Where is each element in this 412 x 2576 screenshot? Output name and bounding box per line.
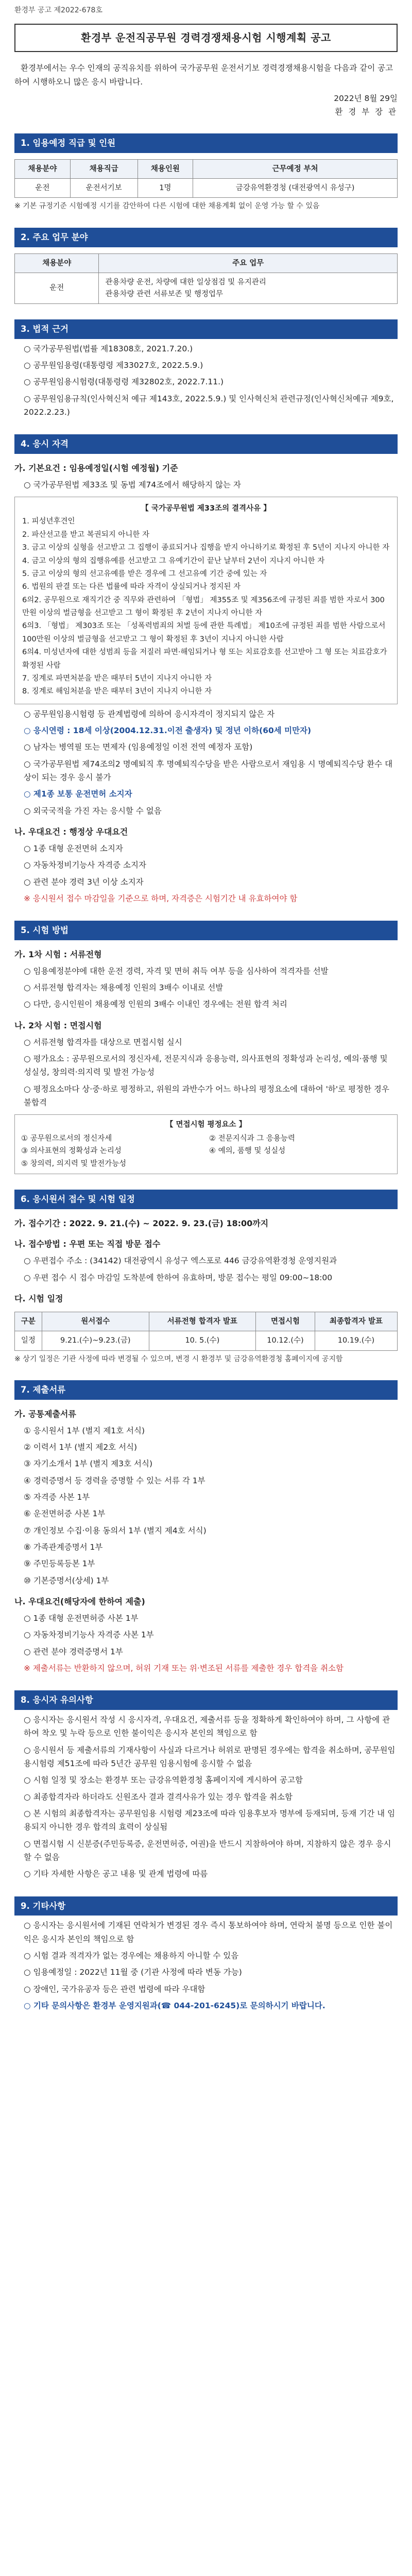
- document-item: ③ 자기소개서 1부 (별지 제3호 서식): [24, 1459, 153, 1469]
- method-item: ○ 평가요소 : 공무원으로서의 정신자세, 전문지식과 응용능력, 의사표현의 정확성과 논리성, 예의·품행 및 성실성, 창의력·의지력 및 발전 가능성: [24, 1054, 388, 1077]
- section-5-heading: 5. 시험 방법: [14, 921, 398, 940]
- box-item: 6. 법원의 판결 또는 다른 법률에 따라 자격이 상실되거나 정지된 자: [22, 583, 241, 591]
- table-header: 채용직급: [70, 159, 138, 178]
- document-item: ○ 관련 분야 경력증명서 1부: [24, 1647, 123, 1656]
- caution-item: ○ 최종합격자라 하더라도 신원조사 결과 결격사유가 있는 경우 합격을 취소함: [24, 1792, 293, 1802]
- table-note: ※ 상기 일정은 기관 사정에 따라 변경될 수 있으며, 변경 시 환경부 및 금강유역환경청 홈페이지에 공지함: [14, 1354, 343, 1363]
- table-header: 채용분야: [15, 159, 71, 178]
- preference-item: ○ 자동차정비기능사 자격증 소지자: [24, 860, 146, 870]
- table-header: 면접시험: [256, 1312, 315, 1331]
- subsection-heading: 가. 기본요건 : 임용예정일(시험 예정월) 기준: [14, 463, 178, 473]
- duties-table: [14, 253, 398, 304]
- box-item: 5. 금고 이상의 형의 선고유예를 받은 경우에 그 선고유예 기간 중에 있는 자: [22, 569, 267, 578]
- criteria-item: ③ 의사표현의 정확성과 논리성: [21, 1147, 122, 1156]
- subsection-heading: 가. 접수기간 : 2022. 9. 21.(수) ~ 2022. 9. 23.(금) 18:00까지: [14, 1218, 269, 1228]
- box-item: 6의2. 공무원으로 재직기간 중 직무와 관련하여 「형법」 제355조 및 제356조에 규정된 죄를 범한 자로서 300만원 이상의 벌금형을 선고받고 그 형이 확정된 후 2년이 지나지 아니한 자: [22, 596, 385, 618]
- method-item: ○ 서류전형 합격자는 채용예정 인원의 3배수 이내로 선발: [24, 983, 224, 993]
- duty-item: 관용차량 운전, 차량에 대한 일상점검 및 유지관리: [105, 278, 266, 287]
- table-cell: 1명: [138, 179, 193, 198]
- method-item: ○ 임용예정분야에 대한 운전 경력, 자격 및 면허 취득 여부 등을 심사하여 적격자를 선발: [24, 966, 329, 976]
- subsection-heading: 가. 공통제출서류: [14, 1409, 76, 1419]
- caution-item: ○ 시험 일정 및 장소는 환경부 또는 금강유역환경청 홈페이지에 게시하여 공고함: [24, 1775, 303, 1785]
- box-item: 2. 파산선고를 받고 복권되지 아니한 자: [22, 530, 149, 539]
- box-item: 3. 금고 이상의 실형을 선고받고 그 집행이 종료되거나 집행을 받지 아니하기로 확정된 후 5년이 지나지 아니한 자: [22, 544, 390, 552]
- notice-title: 환경부 운전직공무원 경력경쟁채용시험 시행계획 공고: [14, 24, 398, 52]
- misc-item: ○ 시험 결과 적격자가 없는 경우에는 채용하지 아니할 수 있음: [24, 1951, 239, 1960]
- document-item: ⑤ 자격증 사본 1부: [24, 1493, 90, 1502]
- document-item: ⑨ 주민등록등본 1부: [24, 1559, 95, 1569]
- section-2-heading: 2. 주요 업무 분야: [14, 228, 398, 247]
- notice-number: 환경부 공고 제2022-678호: [14, 6, 102, 14]
- box-item: 4. 금고 이상의 형의 집행유예를 선고받고 그 유예기간이 끝난 날부터 2년이 지나지 아니한 자: [22, 556, 325, 565]
- document-item: ① 응시원서 1부 (별지 제1호 서식): [24, 1426, 145, 1435]
- method-item: ○ 평정요소마다 상·중·하로 평정하고, 위원의 과반수가 어느 하나의 평정요소에 대하여 '하'로 평정한 경우 불합격: [24, 1084, 389, 1107]
- caution-item: ○ 기타 자세한 사항은 공고 내용 및 관계 법령에 따름: [24, 1869, 208, 1879]
- recruit-table: [14, 159, 398, 198]
- section-9-heading: 9. 기타사항: [14, 1896, 398, 1916]
- section-8-heading: 8. 응시자 유의사항: [14, 1690, 398, 1710]
- document-note: ※ 제출서류는 반환하지 않으며, 허위 기재 또는 위·변조된 서류를 제출한 경우 합격을 취소함: [24, 1663, 344, 1673]
- law-item: ○ 공무원임용시험령(대통령령 제32802호, 2022.7.11.): [24, 377, 224, 387]
- document-item: ② 이력서 1부 (별지 제2호 서식): [24, 1443, 138, 1452]
- section-4-heading: 4. 응시 자격: [14, 434, 398, 454]
- table-header: 근무예정 부처: [193, 159, 398, 178]
- document-item: ⑥ 운전면허증 사본 1부: [24, 1509, 106, 1519]
- table-cell: 금강유역환경청 (대전광역시 유성구): [193, 179, 398, 198]
- application-item: ○ 우편접수 주소 : (34142) 대전광역시 유성구 엑스포로 446 금강유역환경청 운영지원과: [24, 1256, 337, 1266]
- box-item: 6의3. 「형법」 제303조 또는 「성폭력범죄의 처벌 등에 관한 특례법」 제10조에 규정된 죄를 범한 사람으로서 100만원 이상의 벌금형을 선고받고 그 형이 확정된 후 3년이 지나지 아니한 사람: [22, 622, 386, 643]
- table-header: 주요 업무: [99, 253, 398, 273]
- application-item: ○ 우편 접수 시 접수 마감일 도착분에 한하여 유효하며, 방문 접수는 평일 09:00~18:00: [24, 1273, 333, 1282]
- misc-item: ○ 임용예정일 : 2022년 11월 중 (기관 사정에 따라 변동 가능): [24, 1968, 242, 1977]
- criteria-item: ⑤ 창의력, 의지력 및 발전가능성: [21, 1159, 127, 1168]
- criteria-item: [209, 1158, 391, 1170]
- duty-item: 관용차량 관련 서류보존 및 행정업무: [105, 290, 223, 298]
- table-cell: 10.19.(수): [315, 1331, 397, 1350]
- caution-item: ○ 응시자는 응시원서 작성 시 응시자격, 우대요건, 제출서류 등을 정확하게 확인하여야 하며, 그 사항에 관하여 착오 및 누락 등으로 인한 불이익은 응시자 본인의 책임으로 함: [24, 1715, 390, 1738]
- misc-item: ○ 장애인, 국가유공자 등은 관련 법령에 따라 우대함: [24, 1984, 205, 1994]
- table-header: 최종합격자 발표: [315, 1312, 397, 1331]
- document-item: ④ 경력증명서 등 경력을 증명할 수 있는 서류 각 1부: [24, 1476, 205, 1485]
- criteria-item: ① 공무원으로서의 정신자세: [21, 1134, 112, 1143]
- method-item: ○ 다만, 응시인원이 채용예정 인원의 3배수 이내인 경우에는 전원 합격 처리: [24, 999, 287, 1009]
- method-item: ○ 서류전형 합격자를 대상으로 면접시험 실시: [24, 1037, 182, 1047]
- law-item: ○ 공무원임용규칙(인사혁신처 예규 제143호, 2022.5.9.) 및 인사혁신처 관련규정(인사혁신처예규 제9호, 2022.2.23.): [24, 394, 394, 417]
- law-item: ○ 국가공무원법(법률 제18308호, 2021.7.20.): [24, 344, 193, 353]
- schedule-table: [14, 1312, 398, 1351]
- duties-cell: [99, 273, 398, 304]
- qualification-item: ○ 제1종 보통 운전면허 소지자: [24, 789, 132, 799]
- preference-item: ○ 1종 대형 운전면허 소지자: [24, 843, 123, 853]
- document-item: ⑦ 개인정보 수집·이용 동의서 1부 (별지 제4호 서식): [24, 1526, 207, 1535]
- table-header: 원서접수: [42, 1312, 149, 1331]
- table-cell: 운전: [15, 179, 71, 198]
- law-item: ○ 공무원임용령(대통령령 제33027호, 2022.5.9.): [24, 361, 203, 370]
- table-cell: 일정: [15, 1331, 42, 1350]
- table-header: 채용분야: [15, 253, 99, 273]
- box-title: 【 국가공무원법 제33조의 결격사유 】: [141, 504, 271, 513]
- qualification-item: ○ 외국국적을 가진 자는 응시할 수 없음: [24, 806, 162, 816]
- subsection-heading: 나. 우대요건 : 행정상 우대요건: [14, 827, 128, 837]
- caution-item: ○ 응시원서 등 제출서류의 기재사항이 사실과 다르거나 허위로 판명된 경우에는 합격을 취소하며, 공무원임용시험령 제51조에 따라 5년간 공무원 임용시험에 응시할 수 없음: [24, 1745, 396, 1768]
- box-item: 6의4. 미성년자에 대한 성범죄 등을 저질러 파면·해임되거나 형 또는 치료감호를 선고받아 그 형 또는 치료감호가 확정된 사람: [22, 648, 387, 670]
- table-cell: 9.21.(수)~9.23.(금): [42, 1331, 149, 1350]
- disqualification-box: [14, 497, 398, 704]
- section-7-heading: 7. 제출서류: [14, 1380, 398, 1400]
- subsection-heading: 가. 1차 시험 : 서류전형: [14, 949, 102, 959]
- subsection-heading: 나. 2차 시험 : 면접시험: [14, 1020, 102, 1030]
- document-item: ○ 자동차정비기능사 자격증 사본 1부: [24, 1630, 154, 1640]
- criteria-item: ④ 예의, 품행 및 성실성: [209, 1147, 286, 1156]
- table-cell: 운전: [15, 273, 99, 304]
- caution-item: ○ 면접시험 시 신분증(주민등록증, 운전면허증, 여권)을 반드시 지참하여야 하며, 지참하지 않은 경우 응시할 수 없음: [24, 1839, 391, 1862]
- interview-criteria-box: [14, 1114, 398, 1174]
- document-item: ⑩ 기본증명서(상세) 1부: [24, 1575, 109, 1585]
- qualification-item: ○ 공무원임용시험령 등 관계법령에 의하여 응시자격이 정지되지 않은 자: [24, 709, 275, 719]
- caution-item: ○ 본 시험의 최종합격자는 공무원임용 시험령 제23조에 따라 임용후보자 명부에 등재되며, 등재 기간 내 임용되지 아니한 경우 합격의 효력이 상실됨: [24, 1808, 396, 1832]
- intro-text: 환경부에서는 우수 인재의 공직유치를 위하여 국가공무원 운전서기보 경력경쟁채용시험을 다음과 같이 공고하여 시행하오니 많은 응시 바랍니다.: [14, 63, 393, 87]
- table-cell: 운전서기보: [70, 179, 138, 198]
- box-item: 1. 피성년후견인: [22, 517, 75, 526]
- table-header: 구분: [15, 1312, 42, 1331]
- subsection-heading: 나. 우대요건(해당자에 한하여 제출): [14, 1597, 145, 1607]
- subsection-heading: 다. 시험 일정: [14, 1293, 63, 1303]
- table-cell: 10.12.(수): [256, 1331, 315, 1350]
- preference-item: ○ 관련 분야 경력 3년 이상 소지자: [24, 877, 144, 887]
- qualification-item: ○ 국가공무원법 제33조 및 동법 제74조에서 해당하지 않는 자: [24, 480, 241, 489]
- table-note: ※ 기본 규정기준 시험예정 시기를 감안하여 다른 시험에 대한 채용계획 없이 운영 가능 할 수 있음: [14, 202, 320, 211]
- notice-date: 2022년 8월 29일: [334, 93, 398, 103]
- preference-note: ※ 응시원서 접수 마감일을 기준으로 하며, 자격증은 시험기간 내 유효하여야 함: [24, 893, 298, 903]
- table-header: 채용인원: [138, 159, 193, 178]
- box-item: 7. 징계로 파면처분을 받은 때부터 5년이 지나지 아니한 자: [22, 674, 212, 683]
- document-item: ⑧ 가족관계증명서 1부: [24, 1543, 103, 1552]
- document-item: ○ 1종 대형 운전면허증 사본 1부: [24, 1613, 139, 1623]
- subsection-heading: 나. 접수방법 : 우편 또는 직접 방문 접수: [14, 1239, 161, 1249]
- contact-item: ○ 기타 문의사항은 환경부 운영지원과(☎ 044-201-6245)로 문의하시기 바랍니다.: [24, 2001, 325, 2010]
- criteria-item: ② 전문지식과 그 응용능력: [209, 1134, 295, 1143]
- misc-item: ○ 응시자는 응시원서에 기재된 연락처가 변경된 경우 즉시 통보하여야 하며, 연락처 불명 등으로 인한 불이익은 응시자 본인의 책임으로 함: [24, 1921, 393, 1944]
- table-header: 서류전형 합격자 발표: [149, 1312, 255, 1331]
- table-cell: 10. 5.(수): [149, 1331, 255, 1350]
- box-item: 8. 징계로 해임처분을 받은 때부터 3년이 지나지 아니한 자: [22, 687, 212, 696]
- section-3-heading: 3. 법적 근거: [14, 319, 398, 339]
- section-1-heading: 1. 임용예정 직급 및 인원: [14, 133, 398, 153]
- box-title: 【 면접시험 평정요소 】: [165, 1121, 247, 1129]
- issuing-org: 환 경 부 장 관: [335, 107, 398, 116]
- qualification-item: ○ 응시연령 : 18세 이상(2004.12.31.이전 출생자) 및 정년 이하(60세 미만자): [24, 726, 312, 736]
- qualification-item: ○ 국가공무원법 제74조의2 명예퇴직 후 명예퇴직수당을 받은 사람으로서 재임용 시 명예퇴직수당 환수 대상이 되는 경우 응시 불가: [24, 759, 393, 783]
- section-6-heading: 6. 응시원서 접수 및 시험 일정: [14, 1190, 398, 1209]
- qualification-item: ○ 남자는 병역필 또는 면제자 (임용예정일 이전 전역 예정자 포함): [24, 742, 253, 752]
